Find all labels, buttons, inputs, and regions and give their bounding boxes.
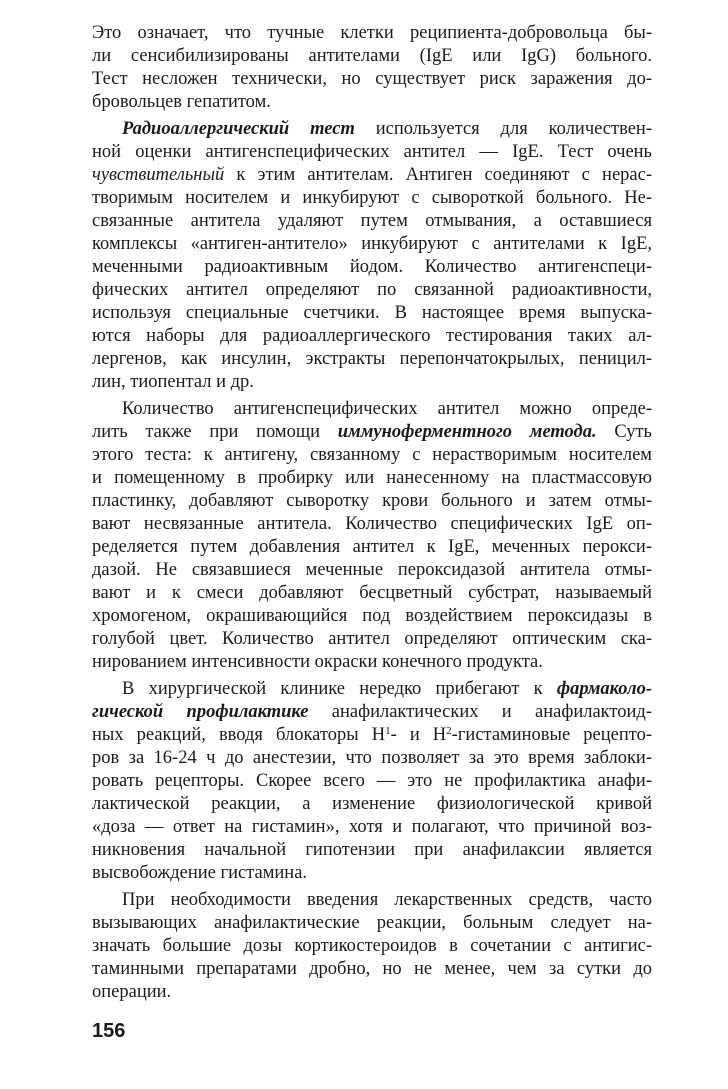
text-line: «доза — ответ на гистамин», хотя и полагают, что причиной воз- (92, 817, 652, 837)
text-line: ной оценки антигенспецифических антител — IgE. Тест очень (92, 142, 652, 162)
text-line: операции. (92, 982, 172, 1002)
text-line: ных реакций, вводя блокаторы $H^1-$ и $H^2$-гистаминовые рецепто- (92, 725, 652, 745)
text-line: комплексы «антиген-антитело» инкубируют с антителами к IgE, (92, 234, 652, 254)
text-line: лить также при помощи иммуноферментного метода. Суть (92, 422, 652, 442)
text-line: творимым носителем и инкубируют с сывороткой больного. Не- (92, 188, 652, 208)
text-line: бровольцев гепатитом. (92, 92, 271, 112)
text-line: чувствительный к этим антителам. Антиген соединяют с нерас- (92, 165, 652, 185)
term-radioallergic-test: Радиоаллергический тест (122, 119, 355, 139)
text-line: В хирургической клинике нередко прибегают к фармаколо- (122, 679, 652, 699)
text-line: ровать рецепторы. Скорее всего — это не профилактика анафи- (92, 771, 652, 791)
term-pharmacological-prophylaxis: фармаколо- (556, 679, 652, 699)
text-line: вают несвязанные антитела. Количество специфических IgE оп- (92, 514, 652, 534)
text-line: фических антител определяют по связанной радиоактивности, (92, 280, 652, 300)
text-line: Количество антигенспецифических антител можно опреде- (122, 399, 652, 419)
text-line: ли сенсибилизированы антителами (IgE или IgG) больного. (92, 46, 652, 66)
term-sensitive: чувствительный (92, 165, 225, 185)
term-pharmacological-prophylaxis-cont: гической профилактике (92, 702, 309, 722)
text-line: связанные антитела удаляют путем отмывания, а оставшиеся (92, 211, 652, 231)
text-line: вызывающих анафилактические реакции, больным следует на- (92, 913, 652, 933)
text-line: этого теста: к антигену, связанному с нерастворимым носителем (92, 445, 652, 465)
text-line: ров за 16-24 ч до анестезии, что позволяет за это время заблоки- (92, 748, 652, 768)
text-line: лергенов, как инсулин, экстракты перепончатокрылых, пеницил- (92, 349, 652, 369)
text-line: дазой. Не связавшиеся меченные пероксидазой антитела отмы- (92, 560, 652, 580)
text-line: никновения начальной гипотензии при анафилаксии является (92, 840, 652, 860)
text-line: ределяется путем добавления антител к IgE, меченных перокси- (92, 537, 652, 557)
text-line: таминными препаратами дробно, но не менее, чем за сутки до (92, 959, 652, 979)
text-line: лактической реакции, а изменение физиологической кривой (92, 794, 652, 814)
text-line: ются наборы для радиоаллергического тестирования таких ал- (92, 326, 652, 346)
text-line: меченными радиоактивным йодом. Количество антигенспеци- (92, 257, 652, 277)
text-line: хромогеном, окрашивающийся под воздействием пероксидазы в (92, 606, 652, 626)
page-number: 156 (92, 1020, 126, 1042)
text-line: вают и к смеси добавляют бесцветный субстрат, называемый (92, 583, 652, 603)
text-line: гической профилактике анафилактических и анафилактоид- (92, 702, 652, 722)
text-line: пластинку, добавляют сыворотку крови больного и затем отмы- (92, 491, 652, 511)
text-line: При необходимости введения лекарственных средств, часто (122, 890, 652, 910)
text-line: значать большие дозы кортикостероидов в сочетании с антигис- (92, 936, 652, 956)
text-line: голубой цвет. Количество антител определяют оптическим ска- (92, 629, 652, 649)
text-line: Радиоаллергический тест используется для количествен- (122, 119, 652, 139)
text-line: лин, тиопентал и др. (92, 372, 254, 392)
text-line: нированием интенсивности окраски конечного продукта. (92, 652, 543, 672)
text-line: Тест несложен технически, но существует риск заражения до- (92, 69, 652, 89)
text-line: Это означает, что тучные клетки реципиента-добровольца бы- (92, 23, 652, 43)
term-immunoenzyme-method: иммуноферментного метода. (337, 422, 597, 442)
text-line: высвобождение гистамина. (92, 863, 308, 883)
text-line: и помещенному в пробирку или нанесенному на пластмассовую (92, 468, 652, 488)
text-line: используя специальные счетчики. В настоящее время выпуска- (92, 303, 652, 323)
